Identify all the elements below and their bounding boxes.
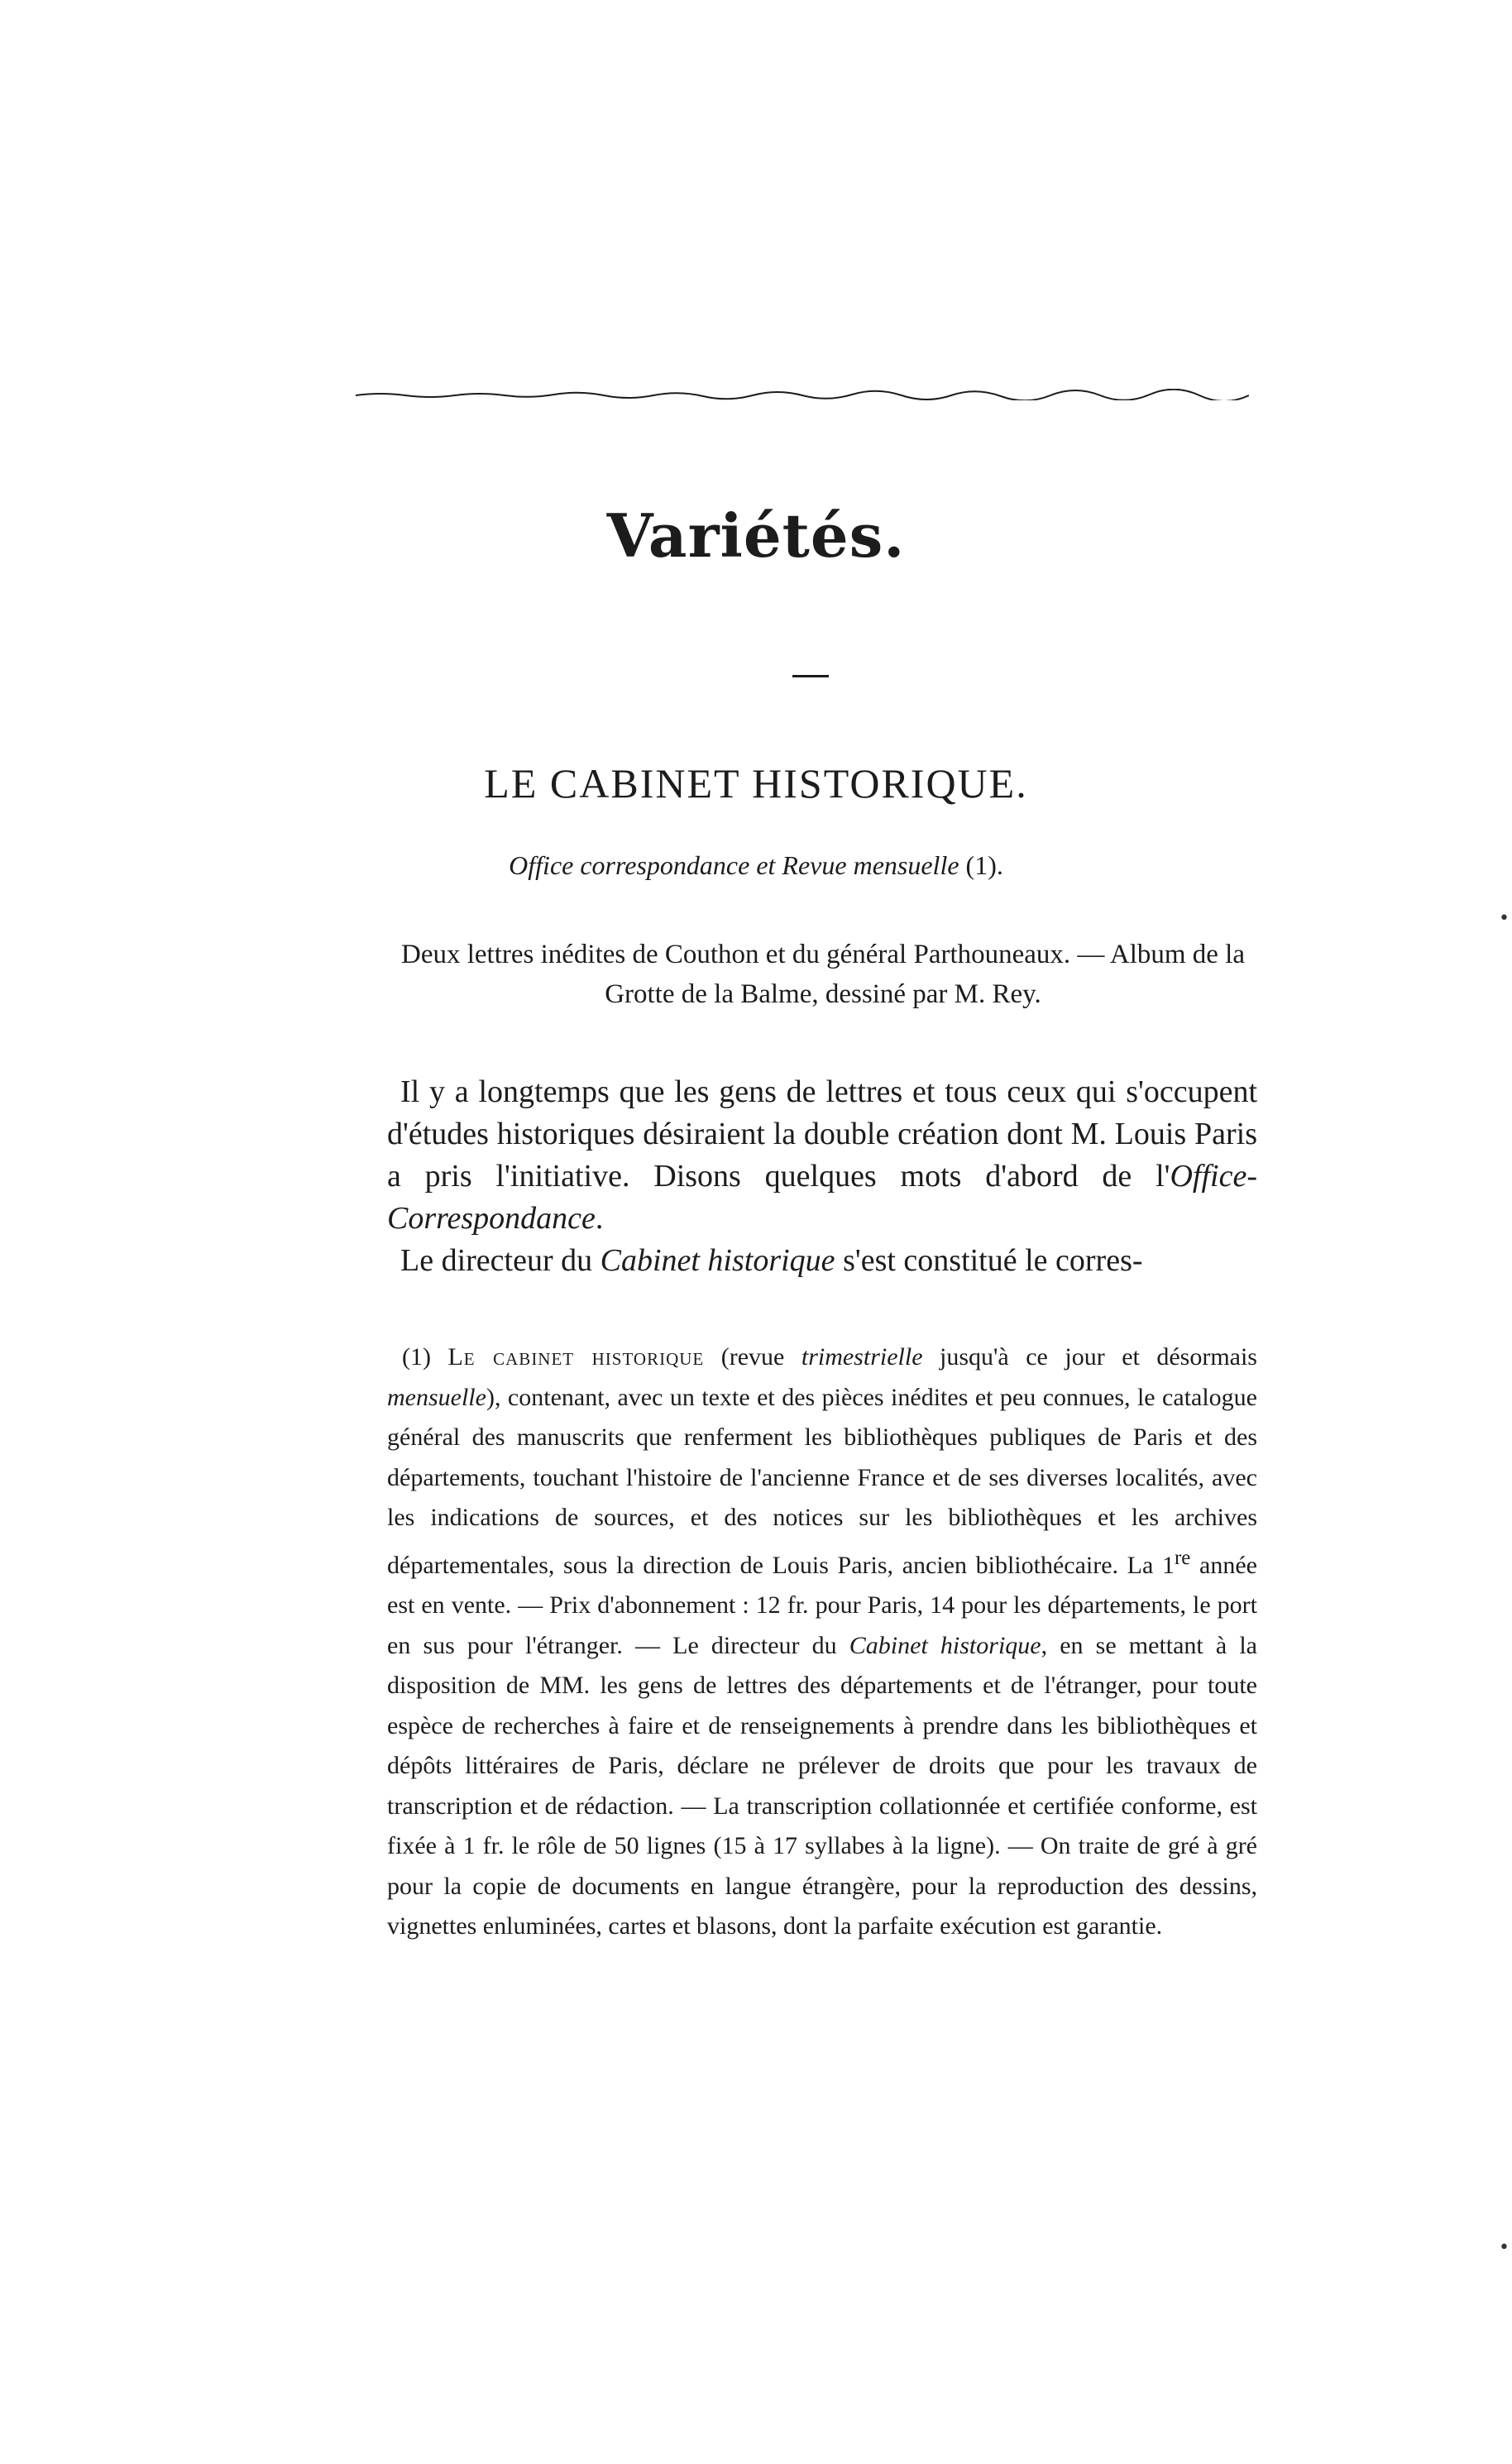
subtitle-conj: et [749, 850, 782, 880]
body-paragraph-1 [387, 1071, 1257, 1240]
body-text [387, 1071, 1257, 1282]
article-title: LE CABINET HISTORIQUE. [484, 760, 1028, 806]
subtitle-part1: Office correspondance [509, 850, 750, 880]
p2-emphasis: Cabinet historique [600, 1243, 835, 1278]
footnote-t1: (revue [704, 1343, 801, 1371]
footnote-sup: re [1174, 1546, 1191, 1569]
article-subtitle [0, 850, 1512, 881]
p1-end: . [595, 1201, 604, 1236]
margin-dot-lower-right: • [1499, 2237, 1510, 2258]
p2-start: Le directeur du [400, 1243, 600, 1278]
body-paragraph-2 [387, 1240, 1257, 1282]
footnote-title: Le cabinet historique [447, 1343, 705, 1371]
article-summary: Deux lettres inédites de Couthon et du général Parthouneaux. — Album de la Grotte de la Balme, dessiné par M. Rey. [400, 940, 1245, 1009]
p1-emphasis: Office-Correspondance [387, 1159, 1257, 1236]
subtitle-note-ref: (1). [959, 850, 1003, 880]
top-rule [356, 389, 1249, 400]
p2-end: s'est constitué le corres- [835, 1243, 1143, 1278]
footnote-em1: trimestrielle [801, 1343, 923, 1371]
subtitle-part2: Revue mensuelle [782, 850, 959, 880]
footnote-t3: ), contenant, avec un texte et des pièces inédites et peu connues, le catalogue général des manuscrits que renferment les bibliothèques publiques de Paris et des départements, touchant l'histoire de l'ancienne France et de ses diverses localités, avec les indications de sources, et des notices sur les bibliothèques et les archives départementales, sous la direction de Louis Paris, ancien bibliothécaire. La 1 [387, 1383, 1257, 1579]
footnote [387, 1337, 1257, 1947]
section-divider [792, 675, 829, 677]
footnote-t4: année est en vente. — Prix d'abonnement : 12 fr. pour Paris, 14 pour les départements, le port en sus pour l'étranger. — Le directeur du [387, 1551, 1257, 1659]
footnote-em3: Cabinet historique [849, 1631, 1041, 1659]
footnote-paragraph [387, 1337, 1257, 1947]
footnote-marker: (1) [402, 1343, 448, 1371]
footnote-em2: mensuelle [387, 1383, 486, 1411]
footnote-t5: , en se mettant à la disposition de MM. les gens de lettres des départements et de l'étranger, pour toute espèce de recherches à faire et de renseignements à prendre dans les bibliothèques et dépôts littéraires de Paris, déclare ne prélever de droits que pour les travaux de transcription et de rédaction. — La transcription collationnée et certifiée conforme, est fixée à 1 fr. le rôle de 50 lignes (15 à 17 syllabes à la ligne). — On traite de gré à gré pour la copie de documents en langue étrangère, pour la reproduction des dessins, vignettes enluminées, cartes et blasons, dont la parfaite exécution est garantie. [387, 1631, 1257, 1940]
margin-dot-right: • [1499, 908, 1510, 929]
footnote-t2: jusqu'à ce jour et désormais [922, 1343, 1257, 1371]
p1-text: Il y a longtemps que les gens de lettres et tous ceux qui s'occupent d'études historiques désiraient la double création dont M. Louis Paris a pris l'initiative. Disons quelques mots d'abord de l' [387, 1074, 1257, 1194]
section-title: Variétés. [606, 500, 906, 571]
